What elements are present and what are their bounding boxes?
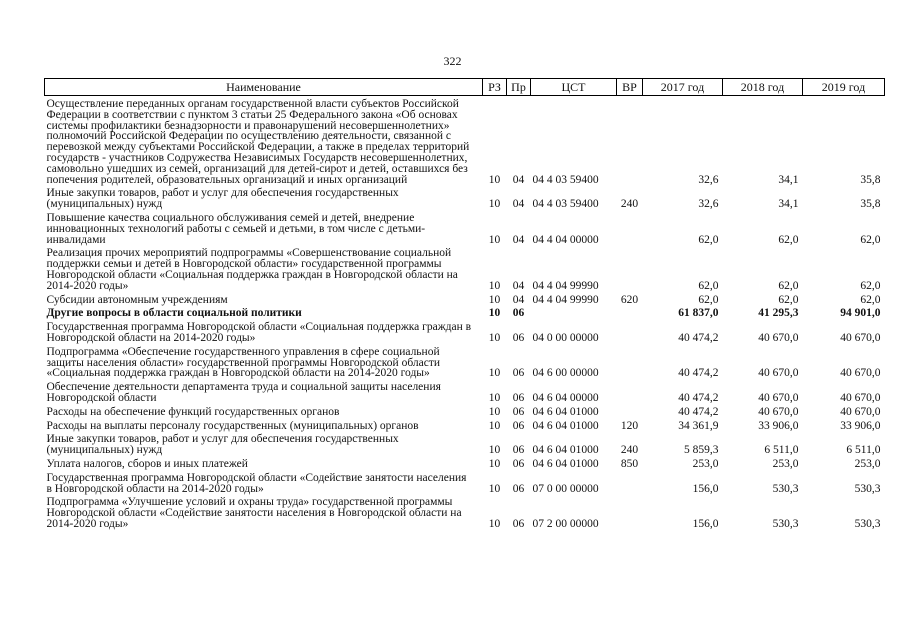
header-2017: 2017 год	[643, 79, 723, 96]
row-vr: 120	[620, 419, 639, 432]
row-rz: 10	[488, 457, 501, 470]
row-value-2018: 33 906,0	[758, 419, 799, 432]
header-pr: Пр	[507, 79, 531, 96]
row-value-2017: 253,0	[692, 457, 719, 470]
row-rz: 10	[488, 307, 501, 320]
row-name: Осуществление переданных органам государственной власти субъектов Российской Федерации в соответствии с пунктом 3 статьи 25 Федерального закона «Об основах системы профилактики безнадзорности и правонарушений несовершеннолетних» полномочий Российской Федерации по осуществлению деятельности, связанной с перевозкой между субъектами Российской Федерации, а также в пределах территорий государств - участников Содружества Независимых Государств несовершеннолетних, самовольно ушедших из семей, организаций для детей-сирот и детей, оставшихся без попечения родителей, образовательных организаций и иных организаций	[46, 98, 470, 186]
table-row	[45, 456, 885, 470]
table-row	[45, 210, 885, 245]
row-rz: 10	[488, 405, 501, 418]
header-2019: 2019 год	[803, 79, 885, 96]
row-cst: 04 4 03 59400	[532, 173, 599, 186]
row-value-2019: 35,8	[860, 173, 881, 186]
row-rz: 10	[488, 173, 501, 186]
row-value-2017: 156,0	[692, 482, 719, 495]
row-pr: 06	[512, 419, 525, 432]
table-row	[45, 379, 885, 404]
row-cst: 04 4 04 00000	[532, 233, 599, 246]
row-name: Государственная программа Новгородской области «Содействие занятости населения в Новгородской области на 2014-2020 годы»	[46, 471, 467, 495]
row-value-2017: 32,6	[698, 198, 719, 211]
row-value-2019: 33 906,0	[840, 419, 881, 432]
row-pr: 06	[512, 367, 525, 380]
row-cst: 04 0 00 00000	[532, 331, 599, 344]
row-cst: 04 6 04 01000	[532, 405, 599, 418]
row-vr	[617, 305, 643, 319]
row-vr	[617, 319, 643, 344]
row-pr: 04	[512, 173, 525, 186]
row-value-2019: 40 670,0	[840, 331, 881, 344]
row-value-2018: 41 295,3	[758, 307, 799, 320]
table-row	[45, 319, 885, 344]
row-value-2017: 34 361,9	[678, 419, 719, 432]
row-rz: 10	[488, 482, 501, 495]
header-name: Наименование	[45, 79, 483, 96]
row-rz: 10	[488, 198, 501, 211]
row-cst: 04 6 04 00000	[532, 391, 599, 404]
row-value-2018: 40 670,0	[758, 405, 799, 418]
row-value-2018: 530,3	[772, 517, 799, 530]
row-pr: 06	[512, 517, 525, 530]
row-vr: 240	[620, 198, 639, 211]
row-value-2018: 530,3	[772, 482, 799, 495]
row-value-2017: 40 474,2	[678, 405, 719, 418]
row-pr: 04	[512, 233, 525, 246]
row-rz: 10	[488, 367, 501, 380]
row-cst: 04 4 04 99990	[532, 279, 599, 292]
header-2018: 2018 год	[723, 79, 803, 96]
page-number: 322	[443, 54, 462, 68]
row-name: Повышение качества социального обслуживания семей и детей, внедрение инновационных технологий работы с семьей и детьми, в том числе с детьми-инвалидами	[46, 211, 426, 246]
row-cst	[531, 305, 617, 319]
row-value-2018: 40 670,0	[758, 367, 799, 380]
row-value-2018: 62,0	[778, 233, 799, 246]
row-pr: 06	[512, 331, 525, 344]
row-cst: 07 0 00 00000	[532, 482, 599, 495]
row-value-2019: 62,0	[860, 279, 881, 292]
row-vr: 850	[620, 457, 639, 470]
row-vr: 240	[620, 444, 639, 457]
row-rz: 10	[488, 444, 501, 457]
header-rz: РЗ	[483, 79, 507, 96]
row-value-2017: 62,0	[698, 279, 719, 292]
table-row	[45, 470, 885, 495]
row-value-2019: 62,0	[860, 233, 881, 246]
row-rz: 10	[488, 293, 501, 306]
row-cst: 04 4 04 99990	[532, 293, 599, 306]
row-value-2017: 62,0	[698, 233, 719, 246]
row-cst: 04 6 04 01000	[532, 457, 599, 470]
row-pr: 04	[512, 293, 525, 306]
row-name: Государственная программа Новгородской области «Социальная поддержка граждан в Новгородской области на 2014-2020 годы»	[46, 321, 472, 344]
row-name: Уплата налогов, сборов и иных платежей	[46, 457, 248, 470]
row-value-2017: 32,6	[698, 173, 719, 186]
row-cst: 04 6 04 01000	[532, 444, 599, 457]
table-row	[45, 305, 885, 319]
row-pr: 06	[512, 307, 525, 320]
row-value-2017: 61 837,0	[678, 307, 719, 320]
row-value-2018: 253,0	[772, 457, 799, 470]
row-vr	[617, 210, 643, 245]
row-name: Другие вопросы в области социальной политики	[46, 307, 302, 320]
row-name: Субсидии автономным учреждениям	[46, 293, 228, 306]
table-row	[45, 494, 885, 529]
table-row	[45, 431, 885, 456]
row-cst: 07 2 00 00000	[532, 517, 599, 530]
table-row	[45, 96, 885, 186]
row-value-2017: 40 474,2	[678, 367, 719, 380]
row-value-2019: 253,0	[854, 457, 881, 470]
row-name: Подпрограмма «Обеспечение государственного управления в сфере социальной защиты населения области» государственной программы Новгородской области «Социальная поддержка граждан в Новгородской области на 2014-2020 годы»	[46, 345, 441, 380]
row-value-2017: 40 474,2	[678, 331, 719, 344]
row-name: Расходы на обеспечение функций государственных органов	[46, 405, 340, 418]
row-rz: 10	[488, 233, 501, 246]
table-row	[45, 418, 885, 432]
row-name: Расходы на выплаты персоналу государственных (муниципальных) органов	[46, 419, 419, 432]
header-vr: ВР	[617, 79, 643, 96]
row-name: Иные закупки товаров, работ и услуг для обеспечения государственных (муниципальных) нужд	[46, 187, 399, 211]
row-pr: 06	[512, 457, 525, 470]
row-vr	[617, 470, 643, 495]
table-body	[45, 96, 885, 530]
row-value-2018: 40 670,0	[758, 331, 799, 344]
row-pr: 06	[512, 405, 525, 418]
row-value-2019: 62,0	[860, 293, 881, 306]
row-value-2017: 62,0	[698, 293, 719, 306]
row-name: Реализация прочих мероприятий подпрограммы «Совершенствование социальной поддержки семьи и детей в Новгородской области» государственной программы Новгородской области «Социальная поддержка граждан в Новгородской области на 2014-2020 годы»	[46, 247, 458, 292]
table-row	[45, 344, 885, 379]
row-cst: 04 6 04 01000	[532, 419, 599, 432]
row-rz: 10	[488, 419, 501, 432]
row-value-2018: 62,0	[778, 279, 799, 292]
row-value-2018: 62,0	[778, 293, 799, 306]
row-pr: 06	[512, 444, 525, 457]
row-name: Подпрограмма «Улучшение условий и охраны труда» государственной программы Новгородской области «Содействие занятости населения в Новгородской области на 2014-2020 годы»	[46, 496, 462, 530]
row-cst: 04 6 00 00000	[532, 367, 599, 380]
row-value-2018: 6 511,0	[764, 444, 799, 457]
table-header-row	[45, 79, 885, 96]
row-vr	[617, 344, 643, 379]
row-rz: 10	[488, 279, 501, 292]
row-value-2019: 40 670,0	[840, 391, 881, 404]
row-name: Иные закупки товаров, работ и услуг для обеспечения государственных (муниципальных) нужд	[46, 433, 399, 457]
row-value-2018: 34,1	[778, 173, 799, 186]
row-pr: 04	[512, 198, 525, 211]
row-vr	[617, 404, 643, 418]
row-rz: 10	[488, 331, 501, 344]
row-value-2017: 5 859,3	[684, 444, 719, 457]
row-vr	[617, 245, 643, 291]
table-row	[45, 292, 885, 306]
table-row	[45, 404, 885, 418]
row-name: Обеспечение деятельности департамента труда и социальной защиты населения Новгородской области	[46, 381, 441, 404]
row-value-2017: 40 474,2	[678, 391, 719, 404]
row-rz: 10	[488, 391, 501, 404]
row-vr	[617, 379, 643, 404]
table-row	[45, 185, 885, 210]
row-rz: 10	[488, 517, 501, 530]
row-value-2019: 40 670,0	[840, 367, 881, 380]
row-vr	[617, 494, 643, 529]
row-value-2019: 530,3	[854, 517, 881, 530]
row-value-2019: 530,3	[854, 482, 881, 495]
row-vr	[617, 96, 643, 186]
row-pr: 06	[512, 482, 525, 495]
table-row	[45, 245, 885, 291]
row-value-2018: 34,1	[778, 198, 799, 211]
row-value-2019: 6 511,0	[846, 444, 881, 457]
row-vr: 620	[620, 293, 639, 306]
row-cst: 04 4 03 59400	[532, 198, 599, 211]
row-pr: 04	[512, 279, 525, 292]
row-value-2018: 40 670,0	[758, 391, 799, 404]
row-pr: 06	[512, 391, 525, 404]
header-cst: ЦСТ	[531, 79, 617, 96]
row-value-2019: 35,8	[860, 198, 881, 211]
row-value-2019: 40 670,0	[840, 405, 881, 418]
row-value-2019: 94 901,0	[840, 307, 881, 320]
row-value-2017: 156,0	[692, 517, 719, 530]
budget-table	[44, 78, 885, 530]
